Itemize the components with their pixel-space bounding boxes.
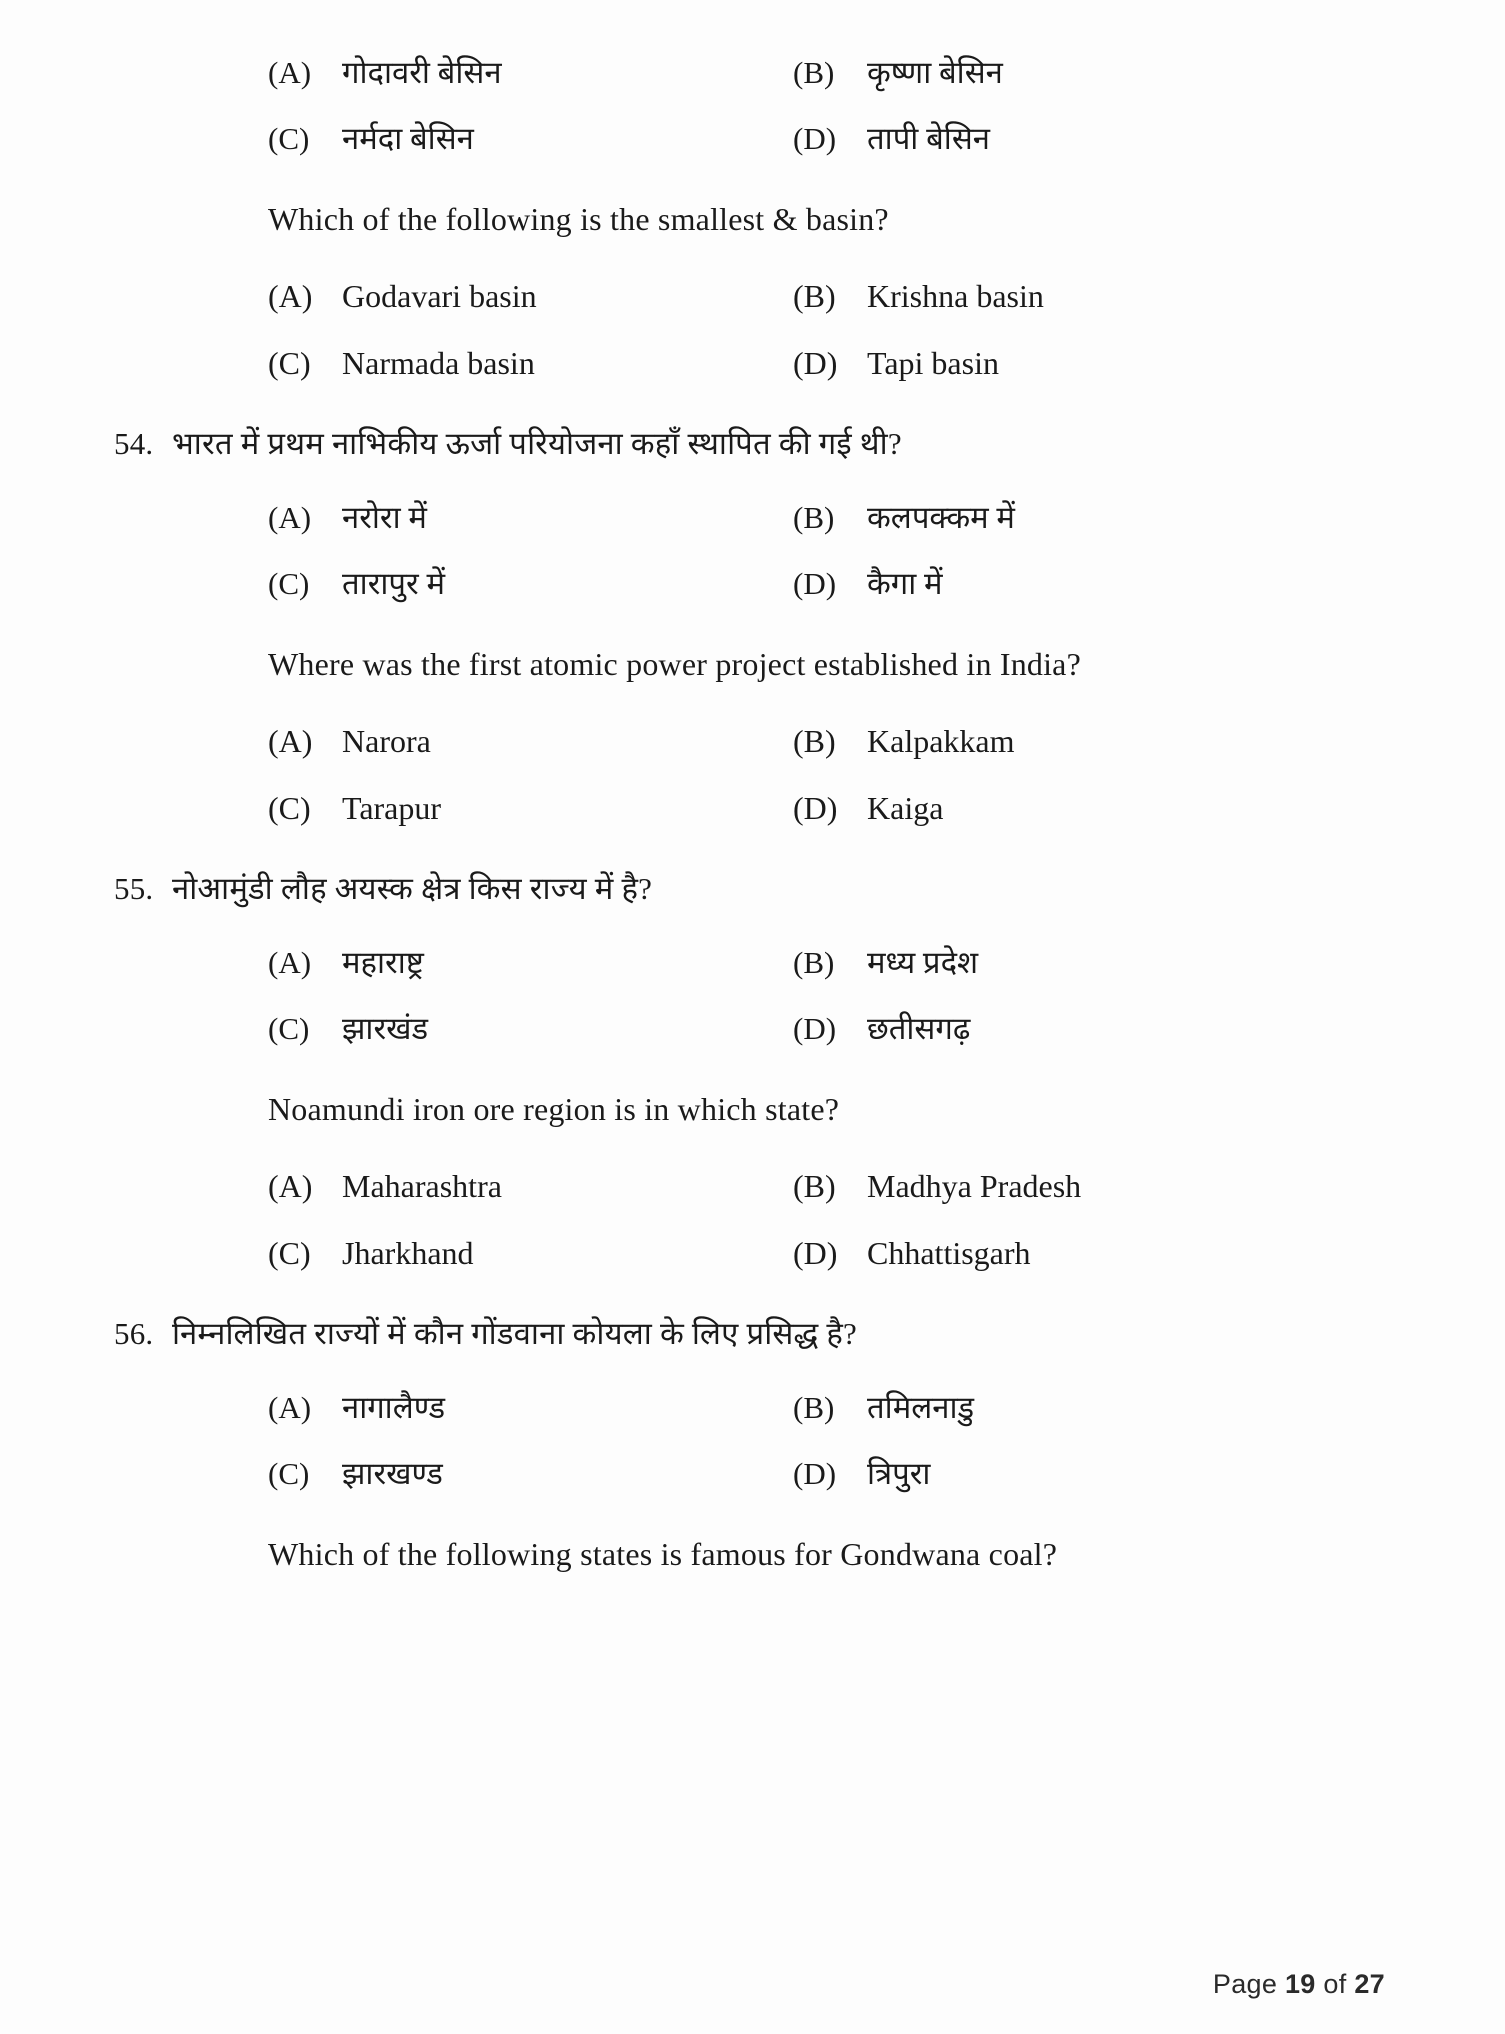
option-text: झारखण्ड <box>342 1456 443 1492</box>
option-label: (C) <box>268 1456 310 1492</box>
option-text: Tarapur <box>342 790 442 827</box>
question-q55-english-stem: Noamundi iron ore region is in which state? <box>268 1090 840 1127</box>
spacer <box>230 172 1385 198</box>
question-q54-english-options <box>230 708 1385 842</box>
question-text: निम्नलिखित राज्यों में कौन गोंडवाना कोयला के लिए प्रसिद्ध है? <box>172 1316 858 1352</box>
option-text: महाराष्ट्र <box>342 945 424 981</box>
question-q56-hindi-options <box>230 1375 1385 1507</box>
spacer <box>230 916 1385 930</box>
option-label: (B) <box>793 500 835 536</box>
option-label: (C) <box>268 345 311 382</box>
spacer <box>230 249 1385 263</box>
option-row <box>268 485 793 551</box>
option-label: (C) <box>268 565 310 601</box>
option-row <box>793 40 1385 106</box>
option-row <box>793 263 1385 330</box>
option-label: (D) <box>793 565 837 601</box>
question-q55-english-options <box>230 1153 1385 1287</box>
option-text: कैगा में <box>867 565 943 601</box>
option-label: (D) <box>793 1456 837 1492</box>
option-text: मध्य प्रदेश <box>867 945 979 981</box>
option-text: Krishna basin <box>867 277 1044 314</box>
option-label: (B) <box>793 1390 835 1426</box>
option-text: Narora <box>342 722 431 759</box>
question-q56-hindi-stem: 56. निम्नलिखित राज्यों में कौन गोंडवाना कोयला के लिए प्रसिद्ध है? <box>114 1316 858 1352</box>
option-label: (D) <box>793 120 837 156</box>
option-row <box>268 996 793 1062</box>
option-text: नर्मदा बेसिन <box>342 120 474 156</box>
option-label: (B) <box>793 1168 836 1205</box>
option-label: (A) <box>268 1390 312 1426</box>
footer-middle: of <box>1323 1969 1347 1999</box>
question-q56-english-stem: Which of the following states is famous for Gondwana coal? <box>268 1535 1058 1572</box>
option-text: त्रिपुरा <box>867 1456 931 1492</box>
option-label: (B) <box>793 55 835 90</box>
footer-prefix: Page <box>1212 1969 1278 1999</box>
spacer <box>230 1507 1385 1533</box>
option-text: Godavari basin <box>342 277 537 314</box>
option-text: तमिलनाडु <box>867 1390 975 1426</box>
option-text: कृष्णा बेसिन <box>867 55 1003 90</box>
option-row <box>268 775 793 842</box>
spacer <box>230 397 1385 423</box>
spacer <box>230 1287 1385 1313</box>
option-row <box>793 1220 1385 1287</box>
question-q54-hindi-options <box>230 485 1385 617</box>
option-text: Jharkhand <box>342 1235 474 1272</box>
option-label: (C) <box>268 1011 310 1047</box>
option-label: (D) <box>793 790 838 827</box>
spacer <box>230 842 1385 868</box>
option-label: (B) <box>793 722 836 759</box>
option-label: (D) <box>793 345 838 382</box>
option-row <box>793 996 1385 1062</box>
option-label: (C) <box>268 790 311 827</box>
question-q53-english-stem: Which of the following is the smallest & basin? <box>268 200 889 237</box>
question-q53-english-options <box>230 263 1385 397</box>
spacer <box>230 694 1385 708</box>
option-text: Madhya Pradesh <box>867 1168 1082 1205</box>
option-row <box>793 708 1385 775</box>
question-q55-hindi-options <box>230 930 1385 1062</box>
option-row <box>268 40 793 106</box>
option-row <box>268 1220 793 1287</box>
option-row <box>268 1153 793 1220</box>
option-text: छतीसगढ़ <box>867 1011 971 1047</box>
option-row <box>268 106 793 172</box>
option-row <box>268 551 793 617</box>
option-text: गोदावरी बेसिन <box>342 55 502 90</box>
option-row <box>793 1375 1385 1441</box>
question-q54-english-stem: Where was the first atomic power project established in India? <box>268 645 1081 682</box>
question-text: नोआमुंडी लौह अयस्क क्षेत्र किस राज्य में है? <box>172 871 653 907</box>
option-row <box>793 930 1385 996</box>
spacer <box>230 1361 1385 1375</box>
option-row <box>793 1441 1385 1507</box>
option-row <box>793 106 1385 172</box>
option-text: Kalpakkam <box>867 722 1015 759</box>
option-text: झारखंड <box>342 1011 429 1047</box>
question-q55-hindi-stem: 55. नोआमुंडी लौह अयस्क क्षेत्र किस राज्य में है? <box>114 871 653 907</box>
question-q54-hindi-stem: 54. भारत में प्रथम नाभिकीय ऊर्जा परियोजना कहाँ स्थापित की गई थी? <box>114 426 902 462</box>
page-footer <box>1213 1969 1385 2000</box>
option-label: (A) <box>268 945 312 981</box>
option-label: (C) <box>268 120 310 156</box>
option-label: (B) <box>793 277 836 314</box>
option-text: कलपक्कम में <box>867 500 1015 536</box>
option-label: (D) <box>793 1011 837 1047</box>
option-label: (A) <box>268 500 312 536</box>
option-label: (A) <box>268 277 313 314</box>
option-row <box>268 1375 793 1441</box>
spacer <box>230 1139 1385 1153</box>
option-text: नागालैण्ड <box>342 1390 446 1426</box>
option-row <box>793 775 1385 842</box>
option-label: (D) <box>793 1235 838 1272</box>
option-row <box>268 263 793 330</box>
option-row <box>268 330 793 397</box>
option-row <box>268 708 793 775</box>
option-text: Maharashtra <box>342 1168 502 1205</box>
footer-total-pages: 27 <box>1354 1969 1385 1999</box>
spacer <box>230 1062 1385 1088</box>
option-text: नरोरा में <box>342 500 427 536</box>
option-label: (C) <box>268 1235 311 1272</box>
question-text: भारत में प्रथम नाभिकीय ऊर्जा परियोजना कहाँ स्थापित की गई थी? <box>172 426 902 462</box>
option-row <box>268 930 793 996</box>
option-row <box>793 1153 1385 1220</box>
option-text: Kaiga <box>867 790 944 827</box>
option-row <box>268 1441 793 1507</box>
option-row <box>793 330 1385 397</box>
footer-page-number: 19 <box>1284 1969 1316 1999</box>
option-text: तारापुर में <box>342 565 445 601</box>
option-text: Narmada basin <box>342 345 535 382</box>
option-row <box>793 551 1385 617</box>
option-text: तापी बेसिन <box>867 120 990 156</box>
option-label: (A) <box>268 1168 313 1205</box>
option-label: (B) <box>793 945 835 981</box>
question-q53-hindi-options <box>230 40 1385 172</box>
spacer <box>230 471 1385 485</box>
option-text: Chhattisgarh <box>867 1235 1031 1272</box>
option-text: Tapi basin <box>867 345 999 382</box>
option-label: (A) <box>268 722 313 759</box>
spacer <box>230 617 1385 643</box>
option-label: (A) <box>268 55 312 90</box>
option-row <box>793 485 1385 551</box>
